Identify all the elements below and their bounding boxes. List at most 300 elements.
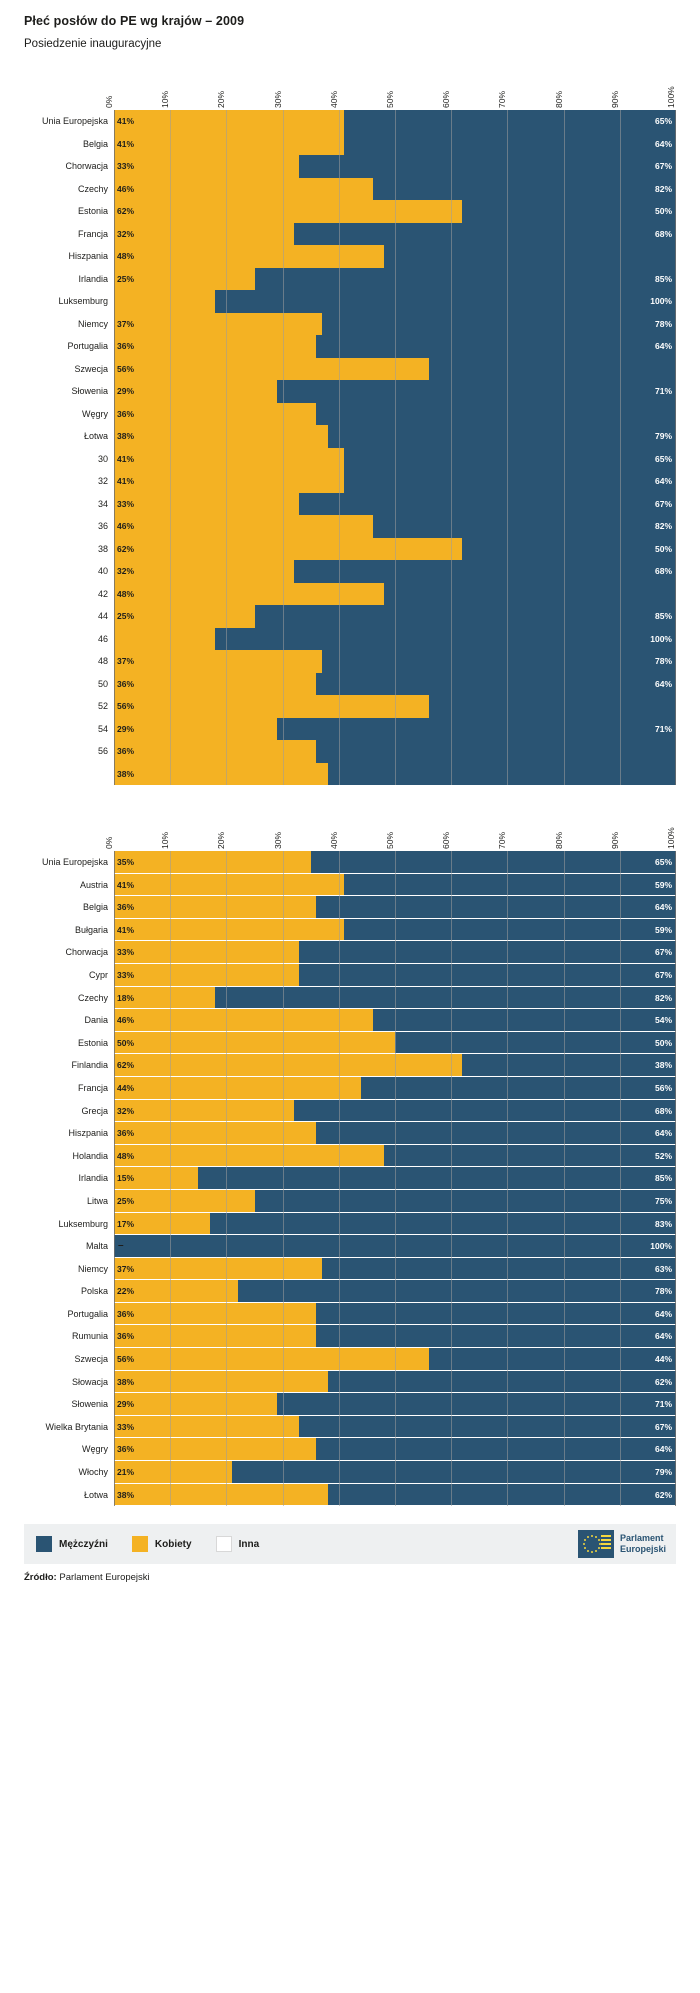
stacked-bar	[114, 245, 676, 268]
value-label-women: 29%	[117, 723, 135, 734]
legend-item-other	[216, 1536, 260, 1552]
category-label: Czechy	[77, 183, 108, 194]
bar-segment-men	[316, 1303, 676, 1325]
category-label: Węgry	[81, 408, 108, 419]
bar-segment-men	[299, 155, 676, 178]
bar-segment-men	[277, 1393, 676, 1415]
value-label-men: 64%	[654, 902, 672, 913]
stacked-bar	[114, 941, 676, 964]
value-label-men: 62%	[654, 1376, 672, 1387]
value-label-women: 48%	[117, 1150, 135, 1161]
ep-wordmark-line1: Parlament	[619, 1533, 664, 1544]
value-label-women: 32%	[117, 566, 135, 576]
chart-row	[81, 403, 676, 426]
stacked-bar	[114, 560, 676, 583]
bar-segment-women	[114, 605, 255, 628]
bar-segment-men	[299, 493, 676, 516]
bar-segment-women	[114, 1077, 361, 1099]
value-label-women: 36%	[117, 1331, 135, 1342]
category-label: Belgia	[82, 902, 108, 913]
bar-segment-men	[395, 1032, 676, 1054]
bar-segment-women	[114, 1145, 384, 1167]
stacked-bar	[114, 1371, 676, 1394]
axis-tick-label: 90%	[609, 90, 620, 108]
stacked-bar	[114, 1145, 676, 1168]
chart-row	[83, 1484, 676, 1507]
category-label: 40	[97, 566, 108, 576]
value-label-women: 17%	[117, 1218, 135, 1229]
value-label-men: 82%	[654, 183, 672, 194]
stacked-bar	[114, 1213, 676, 1236]
legend-item-men	[36, 1536, 108, 1552]
chart-gender-meps-2009-bottom	[24, 807, 676, 1506]
bar-segment-women	[114, 448, 344, 471]
bar-segment-men	[299, 1416, 676, 1438]
category-label: 48	[97, 656, 108, 666]
value-label-men: 82%	[654, 992, 672, 1003]
category-label: Polska	[80, 1286, 108, 1297]
stacked-bar	[114, 964, 676, 987]
bar-segment-women	[114, 245, 384, 268]
category-label: 38	[97, 543, 108, 554]
bar-segment-men	[462, 1054, 676, 1076]
legend	[24, 1524, 676, 1564]
value-label-men: 50%	[654, 1037, 672, 1048]
chart-row	[78, 1167, 676, 1190]
value-label-women: 33%	[117, 969, 135, 980]
chart-row	[81, 1100, 676, 1123]
chart-row	[77, 178, 676, 201]
bar-segment-women	[114, 763, 328, 786]
bar-segment-men	[316, 673, 676, 696]
bar-segment-men	[215, 628, 676, 651]
category-label: 34	[97, 498, 108, 509]
source-value: Parlament Europejski	[59, 1572, 150, 1584]
value-label-men: 100%	[650, 633, 672, 644]
bar-segment-men	[361, 1077, 676, 1099]
category-label: 44	[97, 611, 108, 621]
category-label: 54	[97, 723, 108, 734]
category-label: Unia Europejska	[41, 116, 108, 126]
stacked-bar	[114, 695, 676, 718]
stacked-bar	[114, 1009, 676, 1032]
category-label: Włochy	[78, 1467, 108, 1478]
category-label: Unia Europejska	[41, 857, 108, 867]
value-label-men: 100%	[650, 1241, 672, 1252]
stacked-bar	[114, 155, 676, 178]
axis-tick-label: 20%	[216, 831, 227, 849]
stacked-bar	[114, 718, 676, 741]
value-label-women: 25%	[117, 273, 135, 284]
value-label-women: 46%	[117, 521, 135, 531]
bar-segment-men	[299, 941, 676, 963]
bar-segment-women	[114, 1100, 294, 1122]
value-label-women: 48%	[117, 588, 135, 599]
chart-row	[82, 133, 676, 156]
chart-row	[58, 1213, 676, 1236]
bar-segment-women	[114, 313, 322, 336]
ep-wordmark	[620, 1533, 666, 1555]
stacked-bar	[114, 200, 676, 223]
ep-bars-icon	[601, 1535, 611, 1553]
value-label-men: 67%	[654, 498, 672, 509]
value-label-women: 36%	[117, 1308, 135, 1319]
stacked-bar	[114, 448, 676, 471]
stacked-bar	[114, 335, 676, 358]
bar-segment-men	[316, 896, 676, 918]
value-label-men: 85%	[654, 611, 672, 621]
category-label: Szwecja	[74, 363, 108, 374]
category-label: Francja	[77, 228, 108, 239]
chart-row	[97, 538, 676, 561]
value-label-women: 41%	[117, 138, 135, 149]
category-label: Luksemburg	[58, 296, 108, 306]
bar-segment-women	[114, 896, 316, 918]
chart-row	[97, 448, 676, 471]
bar-segment-women	[114, 1054, 462, 1076]
value-label-men: 64%	[654, 1444, 672, 1455]
value-label-women: 41%	[117, 116, 135, 126]
chart-row	[71, 1393, 676, 1416]
value-label-women: 44%	[117, 1082, 135, 1093]
chart-row	[84, 1009, 676, 1032]
chart-row	[67, 1303, 676, 1326]
value-label-women: 56%	[117, 363, 135, 374]
bar-segment-men	[255, 268, 677, 291]
bar-segment-men	[328, 425, 676, 448]
bar-segment-women	[114, 560, 294, 583]
chart-row	[71, 1371, 676, 1394]
value-label-men: 68%	[654, 566, 672, 576]
bar-segment-women	[114, 851, 311, 873]
value-label-women: 15%	[117, 1173, 135, 1184]
value-label-men: 71%	[654, 723, 672, 734]
chart-row	[97, 583, 676, 606]
value-label-men: 56%	[654, 1082, 672, 1093]
chart-row	[86, 1190, 676, 1213]
chart-row	[82, 896, 676, 919]
stacked-bar	[114, 380, 676, 403]
bar-segment-men	[316, 1122, 676, 1144]
value-label-men: 71%	[654, 1399, 672, 1410]
category-label: Chorwacja	[65, 161, 108, 171]
chart-row	[80, 1280, 676, 1303]
value-label-women: 41%	[117, 453, 135, 464]
stacked-bar	[114, 896, 676, 919]
axis-tick-label: 80%	[553, 831, 564, 849]
value-label-women: 38%	[117, 1376, 135, 1387]
value-label-women: 32%	[117, 228, 135, 239]
stacked-bar	[114, 358, 676, 381]
category-label: Holandia	[72, 1150, 108, 1161]
value-label-women: 41%	[117, 879, 135, 890]
eu-stars-icon	[582, 1534, 602, 1554]
bar-segment-men	[255, 1190, 677, 1212]
value-label-men: 79%	[654, 431, 672, 441]
bar-segment-women	[114, 628, 215, 651]
chart-row	[97, 515, 676, 538]
value-label-men: 67%	[654, 161, 672, 171]
value-label-men: 59%	[654, 924, 672, 935]
header	[0, 0, 700, 50]
chart-row	[65, 941, 676, 964]
stacked-bar	[114, 763, 676, 786]
bar-segment-men	[429, 358, 676, 381]
bar-segment-women	[114, 1325, 316, 1347]
bar-segment-women	[114, 1032, 395, 1054]
legend-swatch-men-icon	[36, 1536, 52, 1552]
category-label: Cypr	[88, 969, 108, 980]
stacked-bar	[114, 1190, 676, 1213]
bar-segment-women	[114, 964, 299, 986]
chart-row	[58, 290, 676, 313]
value-label-women: 38%	[117, 1489, 135, 1500]
chart-row	[77, 1258, 676, 1281]
value-label-men: 64%	[654, 1331, 672, 1342]
chart-row	[97, 628, 676, 651]
bar-segment-women	[114, 1416, 299, 1438]
chart-row	[78, 1461, 676, 1484]
chart-row	[78, 268, 676, 291]
value-label-women: 50%	[117, 1037, 135, 1048]
category-label: Bułgaria	[74, 924, 108, 935]
bar-segment-women	[114, 178, 373, 201]
bar-segment-men	[294, 223, 676, 246]
bar-segment-women	[114, 941, 299, 963]
bar-segment-women	[114, 110, 344, 133]
category-label: Rumunia	[71, 1331, 108, 1342]
value-label-men: 68%	[654, 228, 672, 239]
bar-segment-men	[429, 695, 676, 718]
bar-segment-women	[114, 290, 215, 313]
axis-tick-label: 30%	[272, 90, 283, 108]
legend-label-men: Mężczyźni	[59, 1538, 108, 1550]
chart-row	[67, 335, 676, 358]
value-label-women: 36%	[117, 902, 135, 913]
bar-segment-men	[277, 718, 676, 741]
stacked-bar	[114, 403, 676, 426]
bar-segment-women	[114, 740, 316, 763]
bar-segment-men	[299, 964, 676, 986]
bar-segment-men	[384, 1145, 676, 1167]
category-label: Łotwa	[83, 431, 108, 441]
bar-segment-men	[373, 515, 676, 538]
value-label-men: 78%	[654, 1286, 672, 1297]
value-label-men: 85%	[654, 273, 672, 284]
value-label-women: 33%	[117, 1421, 135, 1432]
value-label-women: 36%	[117, 341, 135, 351]
legend-swatch-women-icon	[132, 1536, 148, 1552]
value-label-women: 22%	[117, 1286, 135, 1297]
bar-segment-women	[114, 1009, 373, 1031]
bar-segment-women	[114, 223, 294, 246]
bar-segment-men	[344, 919, 676, 941]
x-axis-top	[104, 66, 676, 110]
value-label-men: 64%	[654, 341, 672, 351]
axis-tick-label: 80%	[553, 90, 564, 108]
value-label-men: 59%	[654, 879, 672, 890]
axis-tick-label: 30%	[272, 831, 283, 849]
chart-row	[97, 493, 676, 516]
value-label-women: 36%	[117, 1128, 135, 1139]
axis-tick-label: 100%	[666, 86, 676, 108]
value-label-men: 71%	[654, 386, 672, 396]
bar-segment-men	[328, 763, 676, 786]
value-label-women: 56%	[117, 1354, 135, 1365]
stacked-bar	[114, 268, 676, 291]
legend-swatch-other-icon	[216, 1536, 232, 1552]
value-label-men: 44%	[654, 1354, 672, 1365]
value-label-women: 33%	[117, 498, 135, 509]
bar-segment-men	[316, 1325, 676, 1347]
bar-segment-women	[114, 200, 462, 223]
stacked-bar	[114, 1054, 676, 1077]
bar-segment-women	[114, 1438, 316, 1460]
bar-segment-women	[114, 380, 277, 403]
stacked-bar	[114, 1235, 676, 1258]
bar-segment-women	[114, 493, 299, 516]
value-label-women: 38%	[117, 431, 135, 441]
bar-segment-men	[344, 448, 676, 471]
stacked-bar	[114, 1167, 676, 1190]
bar-segment-men	[462, 200, 676, 223]
chart-row	[77, 1077, 676, 1100]
bar-segment-men	[294, 560, 676, 583]
bar-segment-men	[232, 1461, 676, 1483]
bar-segment-men	[384, 583, 676, 606]
axis-tick-label: 10%	[160, 831, 171, 849]
category-label: Luksemburg	[58, 1218, 108, 1229]
chart-row	[41, 851, 676, 874]
category-label: Słowacja	[71, 1376, 108, 1387]
value-label-men: 100%	[650, 296, 672, 306]
chart-row	[97, 673, 676, 696]
axis-tick-label: 40%	[328, 90, 339, 108]
stacked-bar	[114, 874, 676, 897]
chart-row	[72, 1145, 676, 1168]
category-label: Grecja	[81, 1105, 108, 1116]
stacked-bar	[114, 740, 676, 763]
stacked-bar	[114, 628, 676, 651]
category-label: Estonia	[77, 1037, 108, 1048]
category-label: Malta	[85, 1241, 108, 1252]
value-label-women: 37%	[117, 318, 135, 329]
bar-segment-men	[316, 335, 676, 358]
category-label: Portugalia	[67, 1308, 108, 1319]
value-label-women: 62%	[117, 1060, 135, 1071]
bar-segment-women	[114, 470, 344, 493]
value-label-women: 29%	[117, 386, 135, 396]
page-title: Płeć posłów do PE wg krajów – 2009	[24, 14, 245, 28]
value-label-women: 36%	[117, 1444, 135, 1455]
category-label: Szwecja	[74, 1354, 108, 1365]
stacked-bar	[114, 1032, 676, 1055]
category-label: Francja	[77, 1082, 108, 1093]
value-label-men: 67%	[654, 947, 672, 958]
chart-row	[71, 380, 676, 403]
value-label-women: 62%	[117, 543, 135, 554]
bar-segment-men	[316, 403, 676, 426]
chart-gender-meps-2009-top	[24, 66, 676, 785]
value-label-men: 83%	[654, 1218, 672, 1229]
chart-row	[41, 110, 676, 133]
stacked-bar	[114, 1122, 676, 1145]
value-label-women: 37%	[117, 1263, 135, 1274]
chart-row	[77, 1032, 676, 1055]
stacked-bar	[114, 1484, 676, 1507]
category-label: Finlandia	[71, 1060, 108, 1071]
category-label: Portugalia	[67, 341, 108, 351]
value-label-men: 64%	[654, 138, 672, 149]
value-label-women: 56%	[117, 701, 135, 711]
axis-tick-label: 0%	[104, 836, 114, 849]
source-label: Źródło:	[24, 1572, 57, 1584]
category-label: 52	[97, 701, 108, 711]
value-label-men: 65%	[654, 116, 672, 126]
bar-segment-women	[114, 538, 462, 561]
bar-segment-men	[344, 470, 676, 493]
value-label-men: 54%	[654, 1015, 672, 1026]
value-label-women: 29%	[117, 1399, 135, 1410]
value-label-women: 33%	[117, 161, 135, 171]
source-note	[24, 1572, 676, 1583]
stacked-bar	[114, 178, 676, 201]
bar-segment-women	[114, 1303, 316, 1325]
value-label-women: 38%	[117, 768, 135, 779]
chart-row	[77, 313, 676, 336]
chart-row	[65, 155, 676, 178]
axis-tick-label: 50%	[385, 831, 395, 849]
value-label-men: 64%	[654, 1128, 672, 1139]
category-label: Niemcy	[77, 1263, 108, 1274]
value-label-men: 38%	[654, 1060, 672, 1071]
axis-tick-label: 20%	[216, 90, 227, 108]
stacked-bar	[114, 605, 676, 628]
stacked-bar	[114, 313, 676, 336]
stacked-bar	[114, 1077, 676, 1100]
bar-segment-women	[114, 1348, 429, 1370]
page-subtitle: Posiedzenie inauguracyjne	[24, 38, 162, 50]
axis-tick-label: 100%	[666, 827, 676, 849]
value-label-women: 62%	[117, 206, 135, 216]
category-label: Chorwacja	[65, 947, 108, 958]
bar-segment-men	[462, 538, 676, 561]
chart-row	[77, 223, 676, 246]
value-label-men: 50%	[654, 206, 672, 216]
plot-area-bottom	[41, 851, 676, 1506]
value-label-women: 35%	[117, 857, 135, 867]
category-label: Estonia	[77, 206, 108, 216]
category-label: 36	[97, 521, 108, 531]
value-label-men: 50%	[654, 543, 672, 554]
stacked-bar	[114, 110, 676, 133]
plot-area-top	[41, 110, 676, 785]
category-label: Dania	[84, 1015, 108, 1026]
bar-segment-men	[238, 1280, 676, 1302]
legend-item-women	[132, 1536, 192, 1552]
stacked-bar	[114, 851, 676, 874]
chart-row	[97, 695, 676, 718]
category-label: 32	[97, 476, 108, 486]
bar-segment-men	[429, 1348, 676, 1370]
chart-row	[85, 1235, 676, 1258]
stacked-bar	[114, 919, 676, 942]
stacked-bar	[114, 583, 676, 606]
category-label: 56	[97, 746, 108, 756]
value-label-men: 85%	[654, 1173, 672, 1184]
bar-segment-men	[373, 178, 676, 201]
bar-segment-men	[311, 851, 676, 873]
